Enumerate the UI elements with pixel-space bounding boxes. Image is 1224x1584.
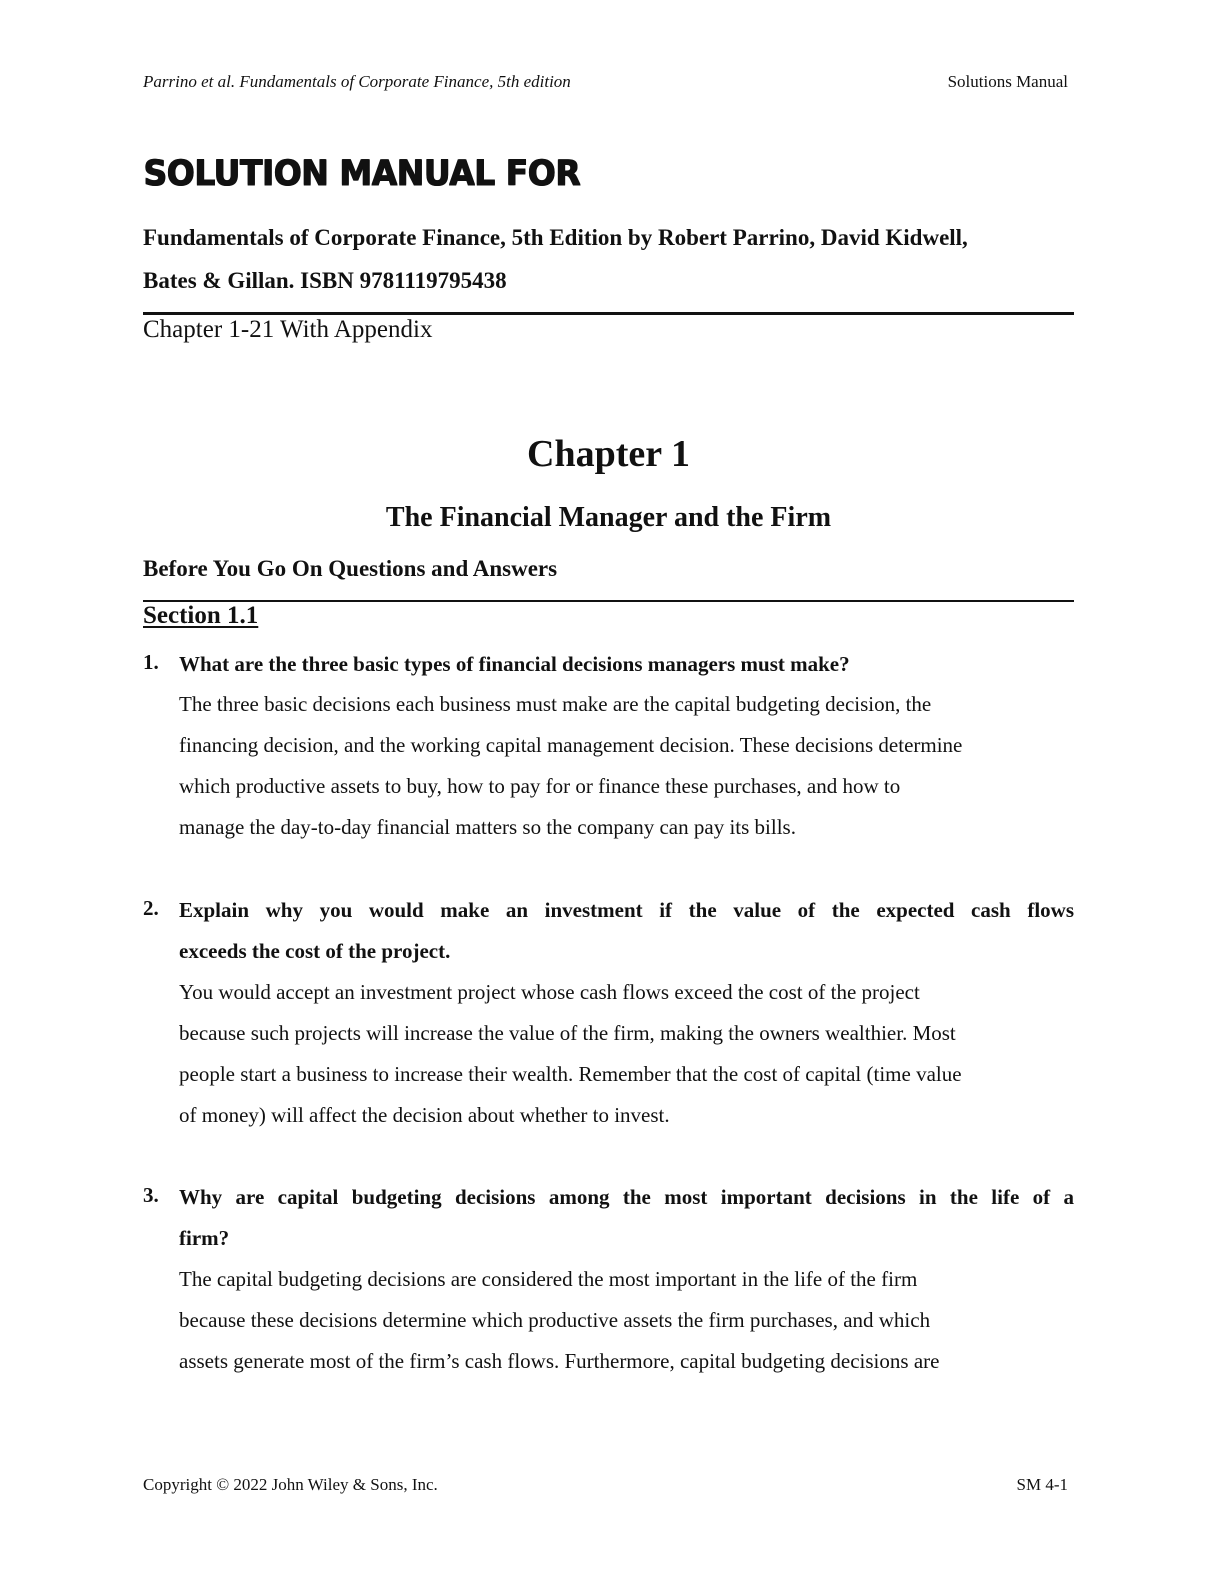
section-divider: [143, 600, 1074, 602]
answer-line: The capital budgeting decisions are considered the most important in the life of the firm: [179, 1267, 918, 1291]
page-number: SM 4-1: [1016, 1475, 1068, 1494]
answer-line: You would accept an investment project whose cash flows exceed the cost of the project: [179, 980, 920, 1004]
chapter-heading: Chapter 1: [527, 433, 690, 475]
chapter-range: Chapter 1-21 With Appendix: [143, 316, 433, 343]
title-divider: [143, 312, 1074, 315]
answer-line: of money) will affect the decision about whether to invest.: [179, 1103, 670, 1127]
answer-line: The three basic decisions each business must make are the capital budgeting decision, the: [179, 692, 932, 716]
question-text: Explain why you would make an investment if the value of the expected cash flows: [179, 898, 1074, 922]
answer-line: which productive assets to buy, how to pay for or finance these purchases, and how to: [179, 774, 901, 798]
question-text: exceeds the cost of the project.: [179, 939, 451, 963]
question-number: 2.: [143, 896, 159, 920]
answer-line: people start a business to increase their wealth. Remember that the cost of capital (time value: [179, 1062, 962, 1086]
question-text: firm?: [179, 1226, 230, 1250]
answer-line: assets generate most of the firm’s cash flows. Furthermore, capital budgeting decisions are: [179, 1349, 940, 1373]
question-item-3: [143, 1183, 1074, 1383]
answer-line: financing decision, and the working capital management decision. These decisions determine: [179, 733, 963, 757]
section-label: Section 1.1: [143, 602, 259, 629]
header-manual-label: Solutions Manual: [947, 72, 1068, 91]
chapter-subtitle: The Financial Manager and the Firm: [385, 502, 832, 533]
answer-line: because these decisions determine which productive assets the firm purchases, and which: [179, 1308, 931, 1332]
question-item-2: [143, 896, 1074, 1126]
book-info-line-2: Bates & Gillan. ISBN 9781119795438: [143, 268, 507, 293]
answer-line: because such projects will increase the value of the firm, making the owners wealthier. Most: [179, 1021, 956, 1045]
running-header: [143, 72, 1068, 96]
question-text: What are the three basic types of financial decisions managers must make?: [179, 652, 850, 676]
question-number: 3.: [143, 1183, 159, 1207]
banner-title: SOLUTION MANUAL FOR: [143, 152, 580, 193]
question-number: 1.: [143, 650, 159, 674]
copyright-notice: Copyright © 2022 John Wiley & Sons, Inc.: [143, 1475, 438, 1494]
question-text: Why are capital budgeting decisions among the most important decisions in the life of a: [179, 1185, 1074, 1209]
book-info-line-1: Fundamentals of Corporate Finance, 5th Edition by Robert Parrino, David Kidwell,: [143, 225, 968, 250]
header-book-reference: Parrino et al. Fundamentals of Corporate Finance, 5th edition: [143, 72, 571, 91]
question-item-1: [143, 650, 1074, 850]
section-intro: Before You Go On Questions and Answers: [143, 556, 558, 581]
answer-line: manage the day-to-day financial matters so the company can pay its bills.: [179, 815, 796, 839]
